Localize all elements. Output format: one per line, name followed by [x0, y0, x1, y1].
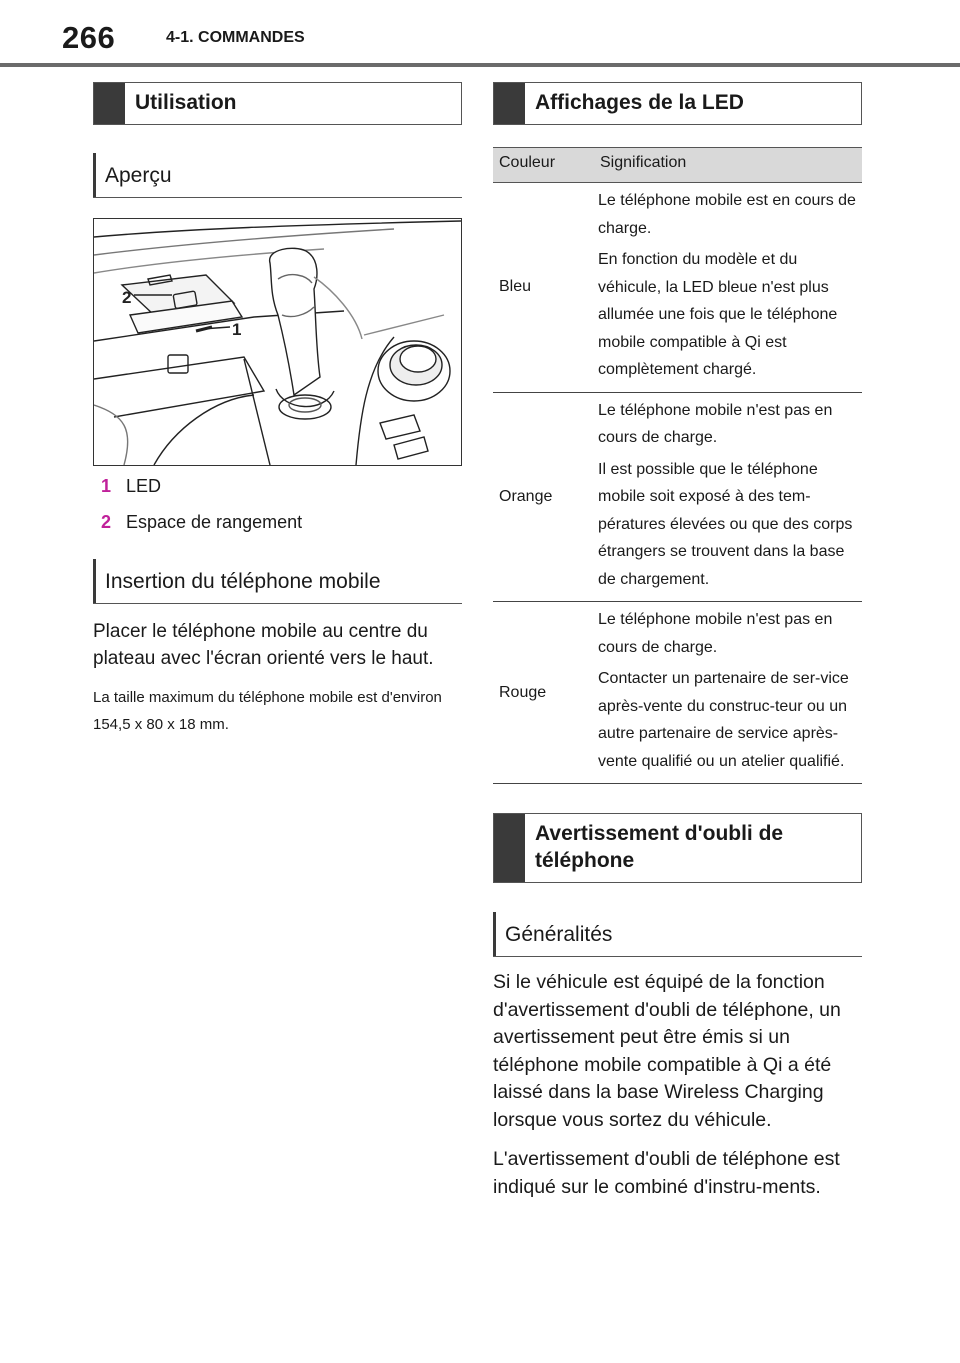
- meaning-text: Contacter un partenaire de ser-vice après-vente du construc-teur ou un autre partenaire de service après-vente qualifié ou un atelier qualifié.: [598, 670, 849, 770]
- table-header-row: [493, 148, 862, 183]
- general-paragraph: Si le véhicule est équipé de la fonction d'avertissement d'oubli de téléphone, un avertissement peut être émis si un téléphone mobile compatible à Qi a été laissé dans la base Wireless Charging lorsque vous sortez du véhicule.: [493, 971, 841, 1131]
- size-note: La taille maximum du téléphone mobile est d'environ 154,5 x 80 x 18 mm.: [93, 689, 442, 733]
- subsection-title: Généralités: [505, 923, 613, 946]
- console-illustration: [93, 218, 462, 466]
- column-header-color: Couleur: [493, 148, 594, 183]
- left-column: [93, 82, 462, 738]
- table-row: [493, 183, 862, 393]
- legend-item: [93, 511, 462, 533]
- subsection-insert: [93, 559, 462, 604]
- legend-label: LED: [126, 476, 162, 496]
- chapter-title: 4-1. COMMANDES: [166, 29, 305, 46]
- subsection-general: [493, 912, 862, 957]
- section-phone-reminder: [493, 813, 862, 883]
- section-led-displays: [493, 82, 862, 125]
- color-cell: Rouge: [493, 602, 594, 784]
- header-rule: [0, 63, 960, 67]
- subsection-title: Insertion du téléphone mobile: [105, 570, 381, 593]
- table-row: [493, 392, 862, 602]
- subsection-title: Aperçu: [105, 164, 172, 187]
- page-number: 266: [62, 20, 116, 55]
- section-title: Utilisation: [135, 91, 237, 114]
- section-bar: [94, 83, 125, 124]
- callout-2: 2: [122, 288, 132, 307]
- column-header-meaning: Signification: [594, 148, 862, 183]
- section-bar: [494, 83, 525, 124]
- legend: [93, 475, 462, 533]
- led-table: [493, 147, 862, 784]
- legend-number: 1: [101, 476, 112, 496]
- meaning-text: Le téléphone mobile n'est pas en cours de charge.: [598, 611, 833, 656]
- color-cell: Bleu: [493, 183, 594, 393]
- meaning-text: En fonction du modèle et du véhicule, la LED bleue n'est plus allumée une fois que le téléphone mobile compatible à Qi est complètement chargé.: [598, 251, 838, 378]
- section-title: Avertissement d'oubli de téléphone: [535, 822, 784, 872]
- general-paragraph: L'avertissement d'oubli de téléphone est indiqué sur le combiné d'instru-ments.: [493, 1148, 840, 1198]
- color-cell: Orange: [493, 392, 594, 602]
- section-utilisation: [93, 82, 462, 125]
- legend-number: 2: [101, 512, 112, 532]
- meaning-cell: [594, 602, 862, 784]
- table-row: [493, 602, 862, 784]
- console-drawing: [94, 219, 461, 465]
- insert-instructions: Placer le téléphone mobile au centre du plateau avec l'écran orienté vers le haut.: [93, 621, 434, 669]
- meaning-text: Le téléphone mobile n'est pas en cours de charge.: [598, 401, 833, 446]
- meaning-cell: [594, 392, 862, 602]
- subsection-overview: [93, 153, 462, 198]
- meaning-cell: [594, 183, 862, 393]
- legend-item: [93, 475, 462, 497]
- right-column: [493, 82, 862, 1201]
- section-title: Affichages de la LED: [535, 91, 744, 114]
- section-bar: [494, 814, 525, 882]
- callout-1: 1: [232, 320, 242, 339]
- meaning-text: Le téléphone mobile est en cours de charge.: [598, 192, 856, 237]
- legend-label: Espace de rangement: [126, 512, 303, 532]
- meaning-text: Il est possible que le téléphone mobile soit exposé à des tem-pératures élevées ou que des corps étrangers se trouvent dans la base de chargement.: [598, 460, 853, 588]
